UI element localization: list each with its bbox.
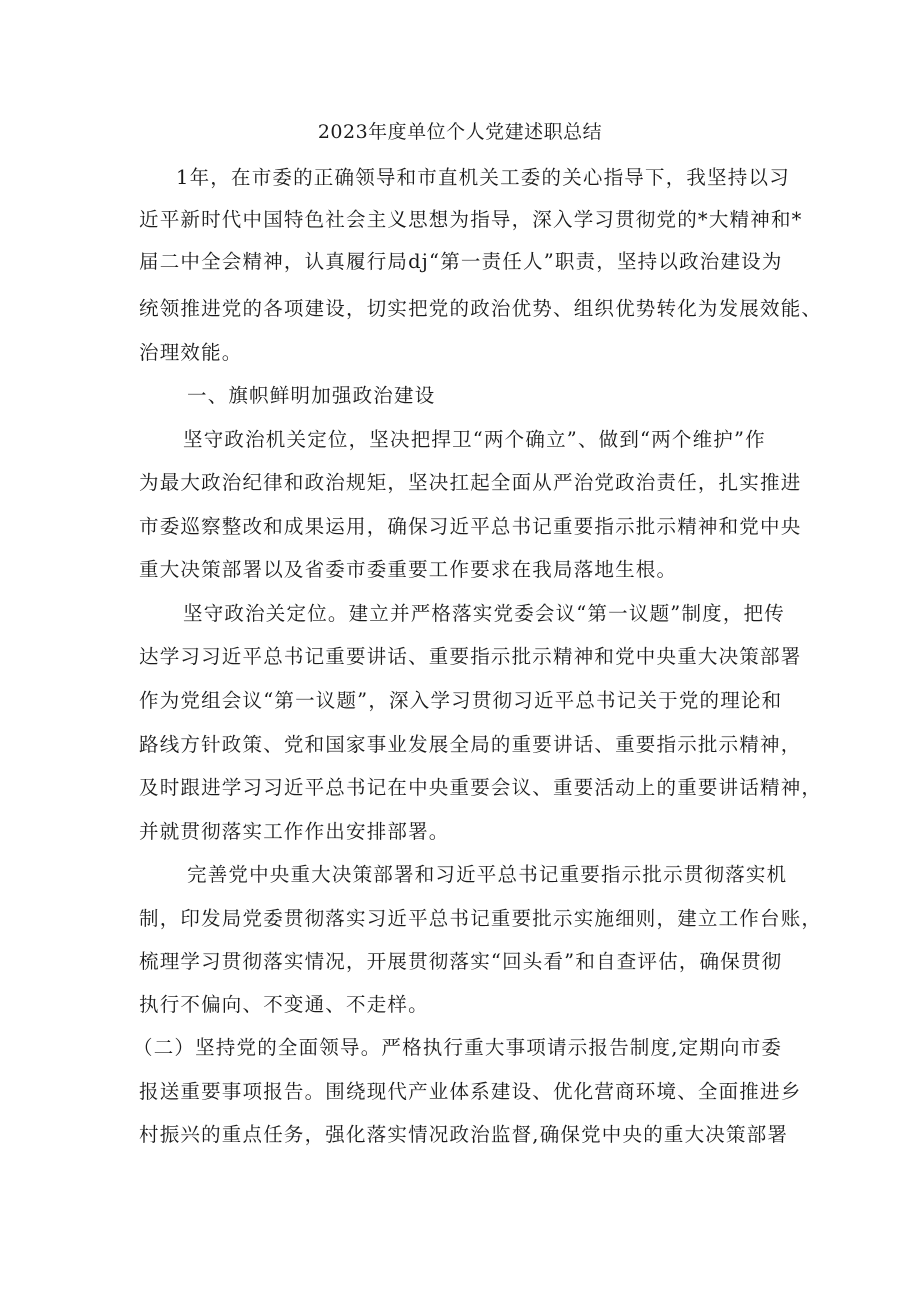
paragraph-line: 为最大政治纪律和政治规矩，坚决扛起全面从严治党政治责任，扎实推进 — [139, 471, 802, 494]
subsection-paragraph-line: （二）坚持党的全面领导。严格执行重大事项请示报告制度,定期向市委 — [133, 1036, 783, 1059]
document-title: 2023年度单位个人党建述职总结 — [317, 121, 603, 143]
paragraph-line: 重大决策部署以及省委市委重要工作要求在我局落地生根。 — [139, 558, 678, 581]
paragraph-line: 作为党组会议“第一议题”，深入学习贯彻习近平总书记关于党的理论和 — [139, 689, 783, 712]
paragraph-line: 达学习习近平总书记重要讲话、重要指示批示精神和党中央重大决策部署 — [139, 645, 802, 668]
paragraph-line: 梳理学习贯彻落实情况，开展贯彻落实“回头看”和自查评估，确保贯彻 — [139, 950, 783, 973]
paragraph-line: 届二中全会精神，认真履行局dj“第一责任人”职责，坚持以政治建设为 — [139, 250, 783, 273]
paragraph-line: 市委巡察整改和成果运用，确保习近平总书记重要指示批示精神和党中央 — [139, 515, 802, 538]
paragraph-line: 完善党中央重大决策部署和习近平总书记重要指示批示贯彻落实机 — [187, 863, 788, 886]
paragraph-line: 路线方针政策、党和国家事业发展全局的重要讲话、重要指示批示精神， — [139, 733, 802, 756]
paragraph-line: 报送重要事项报告。围绕现代产业体系建设、优化营商环境、全面推进乡 — [139, 1080, 802, 1103]
paragraph-line: 治理效能。 — [139, 341, 243, 364]
paragraph-line: 村振兴的重点任务，强化落实情况政治监督,确保党中央的重大决策部署 — [139, 1123, 789, 1146]
paragraph-line: 并就贯彻落实工作作出安排部署。 — [139, 820, 450, 843]
paragraph-line: 1年，在市委的正确领导和市直机关工委的关心指导下，我坚持以习 — [176, 166, 790, 189]
paragraph-line: 统领推进党的各项建设，切实把党的政治优势、组织优势转化为发展效能、 — [139, 297, 823, 320]
paragraph-line: 坚守政治机关定位，坚决把捍卫“两个确立”、做到“两个维护”作 — [183, 428, 766, 451]
paragraph-line: 及时跟进学习习近平总书记在中央重要会议、重要活动上的重要讲话精神， — [139, 776, 823, 799]
paragraph-line: 坚守政治关定位。建立并严格落实党委会议“第一议题”制度，把传 — [183, 602, 785, 625]
section-heading: 一、旗帜鲜明加强政治建设 — [187, 384, 436, 407]
paragraph-line: 近平新时代中国特色社会主义思想为指导，深入学习贯彻党的*大精神和* — [139, 208, 803, 231]
paragraph-line: 制，印发局党委贯彻落实习近平总书记重要批示实施细则，建立工作台账， — [139, 907, 823, 930]
paragraph-line: 执行不偏向、不变通、不走样。 — [139, 993, 429, 1016]
